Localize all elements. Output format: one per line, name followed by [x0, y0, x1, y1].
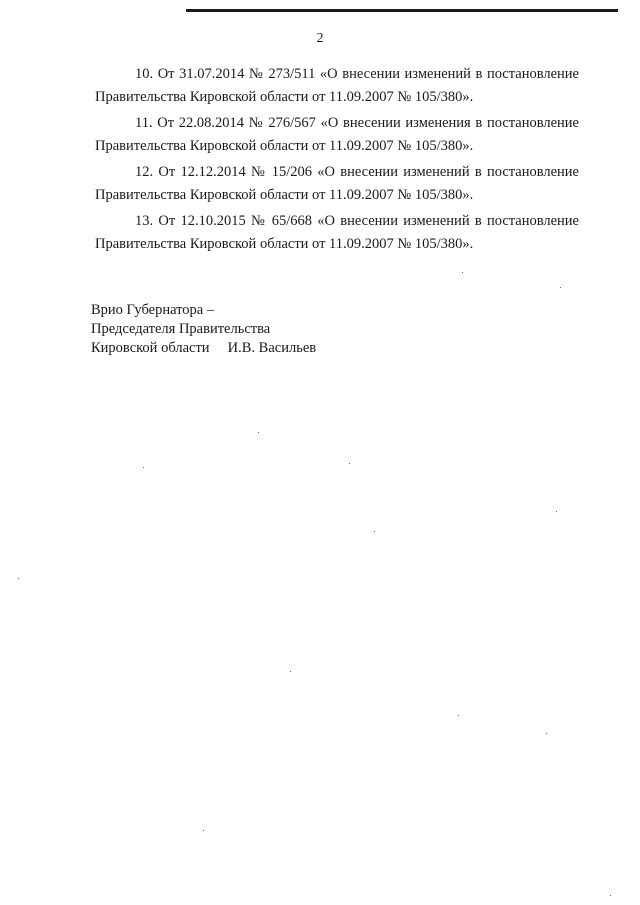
list-item: 10. От 31.07.2014 № 273/511 «О внесении изменений в постановление Правительства Кировской области от 11.09.2007 № 105/380». — [95, 66, 579, 105]
scan-speck — [374, 531, 375, 532]
top-rule — [186, 9, 618, 12]
scan-speck — [203, 830, 204, 831]
scan-speck — [560, 287, 561, 288]
scan-speck — [462, 272, 463, 273]
scan-speck — [556, 511, 557, 512]
scan-speck — [349, 463, 350, 464]
signatory-title: Врио Губернатора – — [91, 302, 215, 318]
scan-speck — [258, 432, 259, 433]
scan-speck — [143, 467, 144, 468]
amendment-list — [95, 63, 579, 259]
list-item: 12. От 12.12.2014 № 15/206 «О внесении изменений в постановление Правительства Кировской области от 11.09.2007 № 105/380». — [95, 164, 579, 203]
scan-speck — [458, 715, 459, 716]
list-item: 11. От 22.08.2014 № 276/567 «О внесении изменения в постановление Правительства Кировской области от 11.09.2007 № 105/380». — [95, 115, 579, 154]
scan-speck — [18, 578, 19, 579]
signature-block — [91, 301, 316, 358]
page-number: 2 — [316, 31, 324, 46]
scan-speck — [610, 895, 611, 896]
scan-speck — [290, 671, 291, 672]
signatory-position: Председателя Правительства — [91, 321, 271, 337]
list-item: 13. От 12.10.2015 № 65/668 «О внесении изменений в постановление Правительства Кировской области от 11.09.2007 № 105/380». — [95, 213, 579, 252]
signatory-name: Кировской области И.В. Васильев — [91, 340, 317, 356]
scan-speck — [546, 733, 547, 734]
